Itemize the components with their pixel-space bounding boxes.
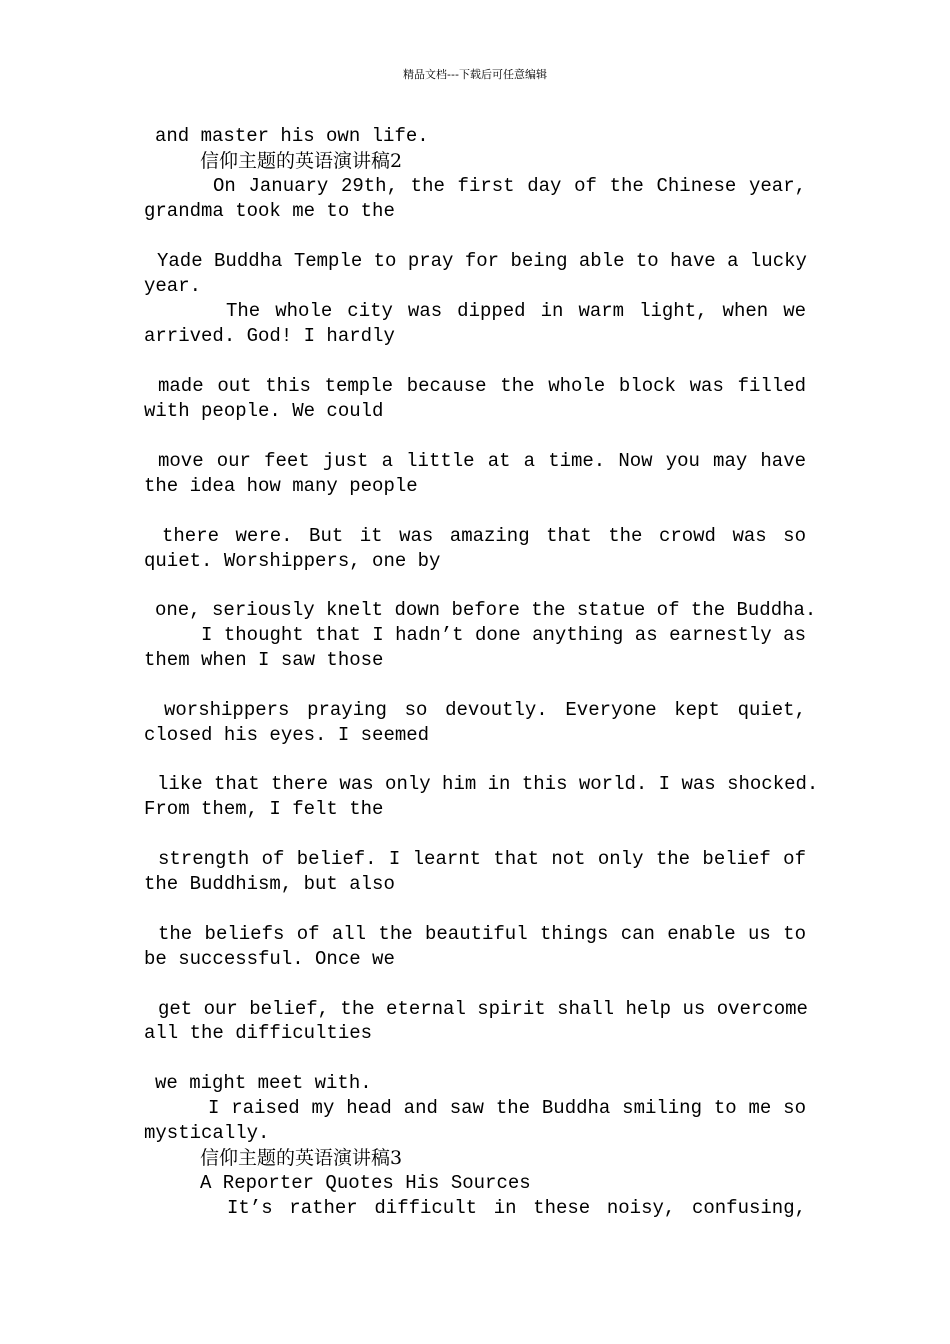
text-line: and master his own life. xyxy=(155,125,429,147)
text-line: quiet. Worshippers, one by xyxy=(144,550,441,572)
text-line: one, seriously knelt down before the statue of the Buddha. xyxy=(155,599,817,621)
text-line: we might meet with. xyxy=(155,1072,372,1094)
text-line: worshippers praying so devoutly. Everyone kept quiet, xyxy=(164,699,806,721)
text-line: The whole city was dipped in warm light, when we xyxy=(226,300,806,322)
text-line: the beliefs of all the beautiful things can enable us to xyxy=(158,923,806,945)
text-line: there were. But it was amazing that the crowd was so xyxy=(162,525,806,547)
text-line: arrived. God! I hardly xyxy=(144,325,395,347)
text-line: all the difficulties xyxy=(144,1022,373,1044)
text-line: I thought that I hadn’t done anything as earnestly as xyxy=(201,624,806,646)
text-line: strength of belief. I learnt that not only the belief of xyxy=(158,848,806,870)
article-title: A Reporter Quotes His Sources xyxy=(200,1172,531,1194)
text-line: the idea how many people xyxy=(144,475,418,497)
text-line: I raised my head and saw the Buddha smiling to me so xyxy=(208,1097,806,1119)
text-line: them when I saw those xyxy=(144,649,384,671)
text-line: year. xyxy=(144,275,202,297)
text-line: It’s rather difficult in these noisy, confusing, xyxy=(227,1197,806,1219)
text-line: On January 29th, the first day of the Chinese year, xyxy=(213,175,806,197)
text-line: mystically. xyxy=(144,1122,270,1144)
text-line: move our feet just a little at a time. Now you may have xyxy=(158,450,806,472)
text-line: the Buddhism, but also xyxy=(144,873,395,895)
text-line: grandma took me to the xyxy=(144,200,395,222)
text-line: closed his eyes. I seemed xyxy=(144,724,430,746)
text-line: like that there was only him in this world. I was shocked. xyxy=(157,773,819,795)
section-heading: 信仰主题的英语演讲稿3 xyxy=(200,1147,403,1169)
text-line: Yade Buddha Temple to pray for being able to have a lucky xyxy=(157,250,807,272)
text-line: with people. We could xyxy=(144,400,384,422)
text-line: From them, I felt the xyxy=(144,798,384,820)
text-line: be successful. Once we xyxy=(144,948,395,970)
page-header: 精品文档---下载后可任意编辑 xyxy=(403,68,547,81)
section-heading: 信仰主题的英语演讲稿2 xyxy=(200,150,403,172)
text-line: get our belief, the eternal spirit shall help us overcome xyxy=(158,998,808,1020)
text-line: made out this temple because the whole block was filled xyxy=(158,375,806,397)
